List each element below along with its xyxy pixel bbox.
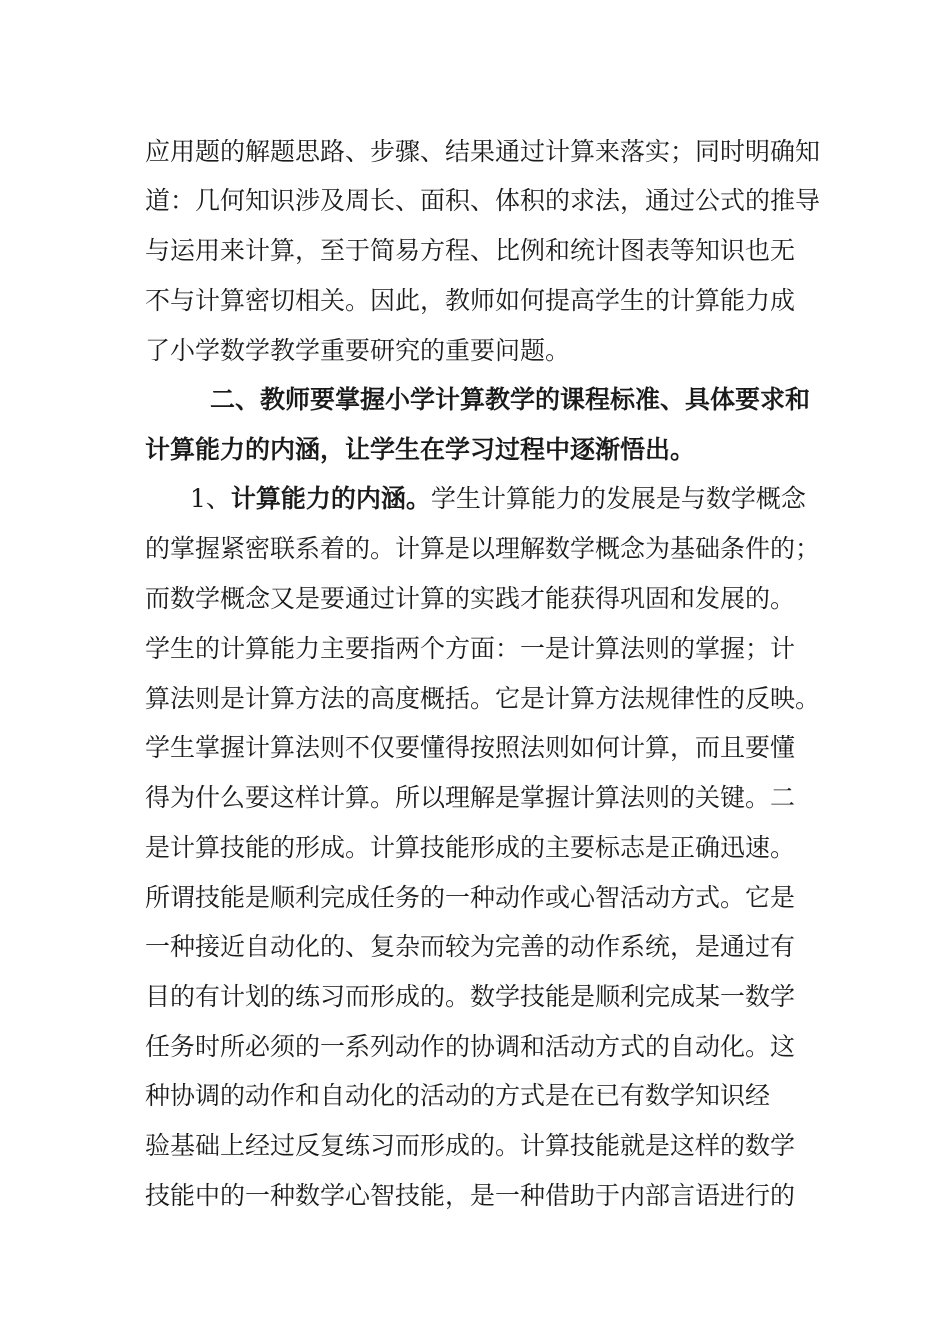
section-heading-line: 二、教师要掌握小学计算教学的课程标准、具体要求和 [210,385,811,414]
body-line: 得为什么要这样计算。所以理解是掌握计算法则的关键。二 [145,783,796,812]
paragraph-line: 了小学数学教学重要研究的重要问题。 [145,336,571,365]
body-line: 的掌握紧密联系着的。计算是以理解数学概念为基础条件的； [145,534,821,563]
body-line: 任务时所必须的一系列动作的协调和活动方式的自动化。这 [145,1032,796,1061]
section-heading-line: 计算能力的内涵，让学生在学习过程中逐渐悟出。 [145,435,696,464]
body-line: 一种接近自动化的、复杂而较为完善的动作系统，是通过有 [145,932,796,961]
subsection-text: 学生计算能力的发展是与数学概念 [430,484,806,513]
body-line: 种协调的动作和自动化的活动的方式是在已有数学知识经 [145,1081,771,1110]
subsection-first-line [190,484,870,514]
body-line: 所谓技能是顺利完成任务的一种动作或心智活动方式。它是 [145,883,796,912]
paragraph-line: 与运用来计算，至于简易方程、比例和统计图表等知识也无 [145,236,796,265]
paragraph-line: 道：几何知识涉及周长、面积、体积的求法，通过公式的推导 [145,186,821,215]
subsection-number: 1、 [190,484,231,513]
body-line: 学生掌握计算法则不仅要懂得按照法则如何计算，而且要懂 [145,733,796,762]
body-line: 算法则是计算方法的高度概括。它是计算方法规律性的反映。 [145,684,821,713]
paragraph-line: 不与计算密切相关。因此，教师如何提高学生的计算能力成 [145,286,796,315]
body-line: 而数学概念又是要通过计算的实践才能获得巩固和发展的。 [145,584,796,613]
body-line: 技能中的一种数学心智技能，是一种借助于内部言语进行的 [145,1181,796,1210]
body-line: 学生的计算能力主要指两个方面：一是计算法则的掌握；计 [145,634,796,663]
body-line: 验基础上经过反复练习而形成的。计算技能就是这样的数学 [145,1131,796,1160]
body-line: 目的有计划的练习而形成的。数学技能是顺利完成某一数学 [145,982,796,1011]
body-line: 是计算技能的形成。计算技能形成的主要标志是正确迅速。 [145,833,796,862]
subsection-title: 计算能力的内涵。 [230,484,431,513]
paragraph-line: 应用题的解题思路、步骤、结果通过计算来落实；同时明确知 [145,137,821,166]
